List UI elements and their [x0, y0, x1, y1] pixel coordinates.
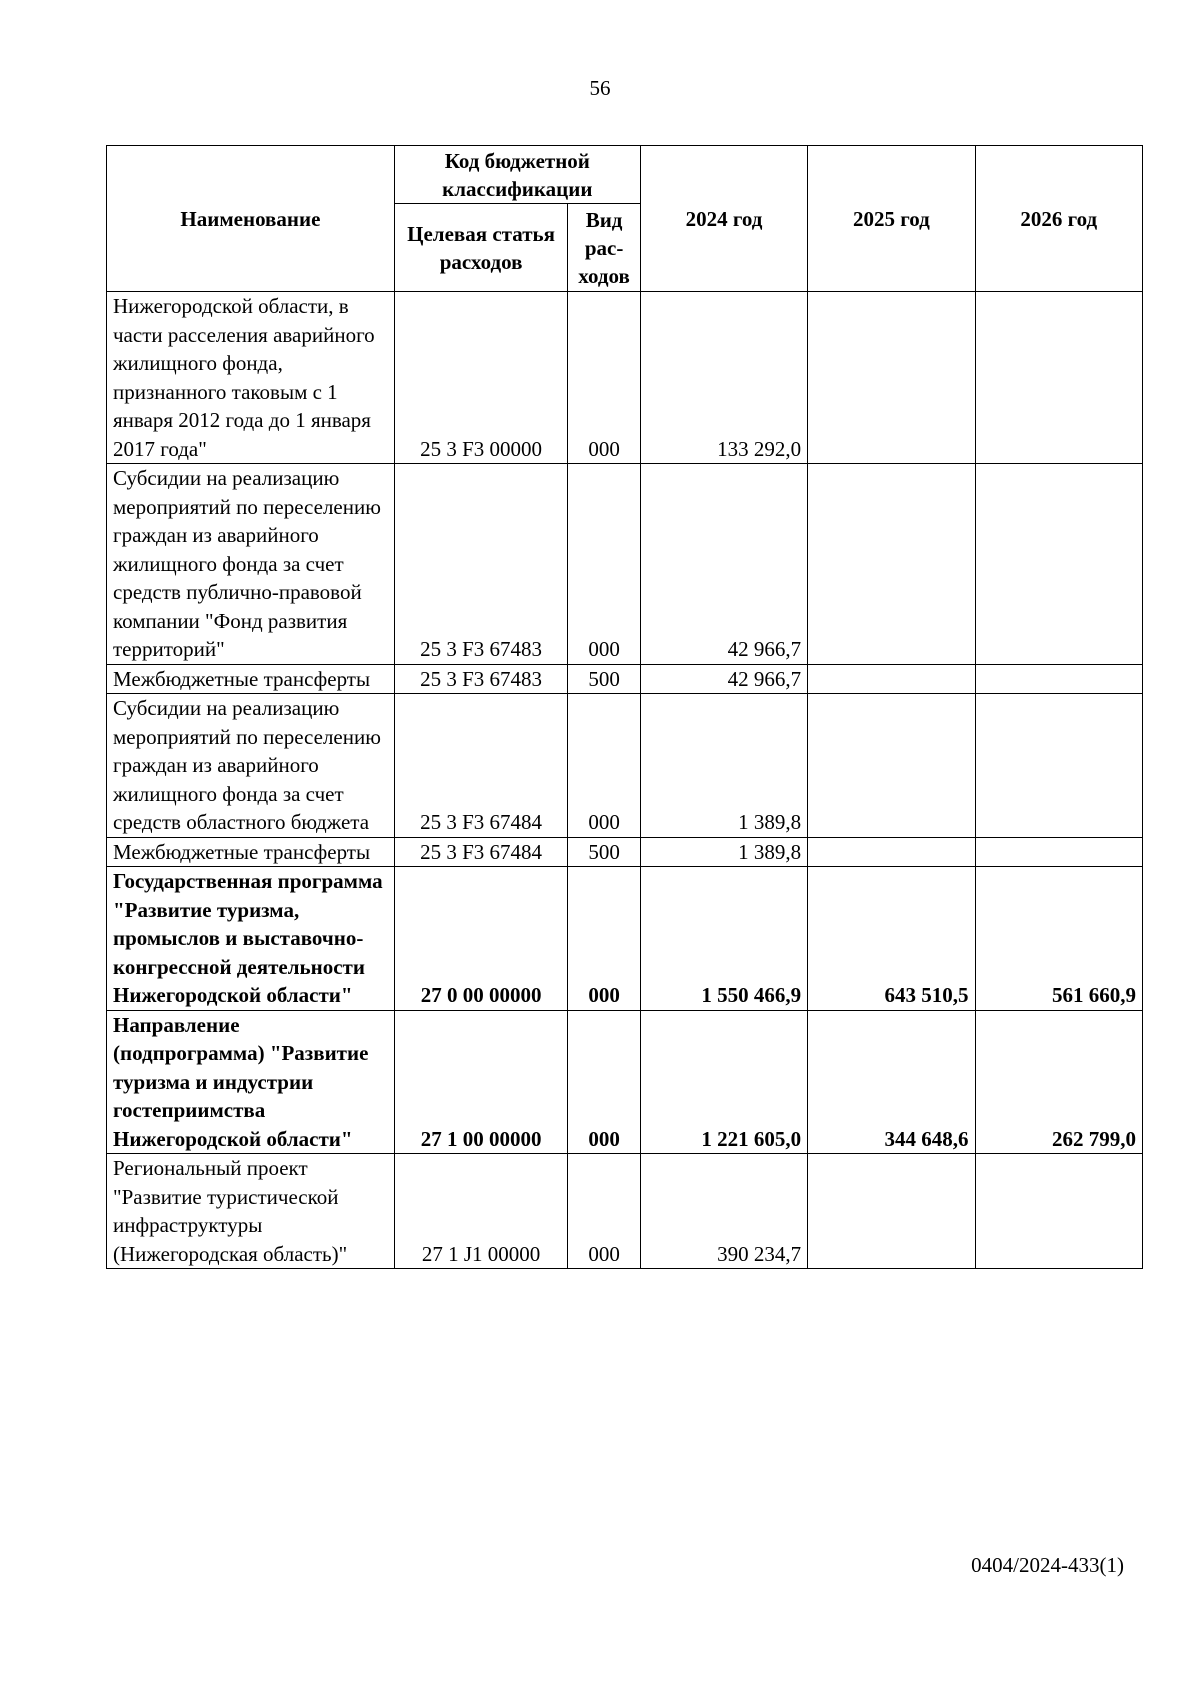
cell-2025: [808, 664, 975, 694]
cell-2025: 344 648,6: [808, 1010, 975, 1154]
cell-expense-type: 000: [568, 1154, 640, 1269]
cell-2025: [808, 1154, 975, 1269]
document-id: 0404/2024-433(1): [971, 1553, 1124, 1577]
header-bcc-group: Код бюджетной классификации: [394, 146, 640, 204]
cell-name: Межбюджетные трансферты: [107, 664, 395, 694]
cell-2026: [975, 694, 1142, 838]
cell-target-article: 27 1 J1 00000: [394, 1154, 568, 1269]
cell-target-article: 27 1 00 00000: [394, 1010, 568, 1154]
header-target-article: Целевая статья расходов: [394, 204, 568, 292]
cell-target-article: 25 3 F3 00000: [394, 292, 568, 464]
table-row: [107, 867, 1143, 1011]
cell-2024: 1 389,8: [640, 694, 807, 838]
cell-2024: 1 221 605,0: [640, 1010, 807, 1154]
cell-expense-type: 000: [568, 464, 640, 665]
cell-2026: [975, 1154, 1142, 1269]
cell-name: Региональный проект "Развитие туристической инфраструктуры (Нижегородская область)": [107, 1154, 395, 1269]
cell-expense-type: 000: [568, 1010, 640, 1154]
cell-target-article: 25 3 F3 67483: [394, 664, 568, 694]
cell-name: Субсидии на реализацию мероприятий по переселению граждан из аварийного жилищного фонда за счет средств областного бюджета: [107, 694, 395, 838]
cell-2024: 42 966,7: [640, 664, 807, 694]
table-row: [107, 292, 1143, 464]
cell-2026: [975, 464, 1142, 665]
header-expense-type: Вид рас-ходов: [568, 204, 640, 292]
cell-2024: 1 550 466,9: [640, 867, 807, 1011]
table-row: [107, 837, 1143, 867]
cell-2024: 42 966,7: [640, 464, 807, 665]
table-row: [107, 1010, 1143, 1154]
header-year-2025: 2025 год: [808, 146, 975, 292]
cell-2024: 1 389,8: [640, 837, 807, 867]
cell-expense-type: 500: [568, 664, 640, 694]
cell-target-article: 25 3 F3 67484: [394, 837, 568, 867]
header-year-2026: 2026 год: [975, 146, 1142, 292]
cell-2026: [975, 837, 1142, 867]
cell-2025: [808, 292, 975, 464]
cell-expense-type: 000: [568, 292, 640, 464]
cell-name: Нижегородской области, в части расселения аварийного жилищного фонда, признанного таковым с 1 января 2012 года до 1 января 2017 года": [107, 292, 395, 464]
cell-target-article: 27 0 00 00000: [394, 867, 568, 1011]
cell-2026: 262 799,0: [975, 1010, 1142, 1154]
cell-2024: 390 234,7: [640, 1154, 807, 1269]
table-body: [107, 292, 1143, 1269]
cell-name: Межбюджетные трансферты: [107, 837, 395, 867]
header-year-2024: 2024 год: [640, 146, 807, 292]
cell-name: Направление (подпрограмма) "Развитие туризма и индустрии гостеприимства Нижегородской области": [107, 1010, 395, 1154]
header-name: Наименование: [107, 146, 395, 292]
cell-expense-type: 000: [568, 694, 640, 838]
cell-2025: 643 510,5: [808, 867, 975, 1011]
table-row: [107, 1154, 1143, 1269]
cell-2026: 561 660,9: [975, 867, 1142, 1011]
cell-name: Государственная программа "Развитие туризма, промыслов и выставочно-конгрессной деятельности Нижегородской области": [107, 867, 395, 1011]
table-row: [107, 694, 1143, 838]
budget-table: [106, 145, 1143, 1269]
page-number: 56: [589, 76, 611, 100]
cell-target-article: 25 3 F3 67484: [394, 694, 568, 838]
cell-expense-type: 000: [568, 867, 640, 1011]
cell-2026: [975, 292, 1142, 464]
cell-2025: [808, 694, 975, 838]
cell-2026: [975, 664, 1142, 694]
table-row: [107, 664, 1143, 694]
cell-expense-type: 500: [568, 837, 640, 867]
cell-2025: [808, 837, 975, 867]
cell-2025: [808, 464, 975, 665]
table-row: [107, 464, 1143, 665]
cell-target-article: 25 3 F3 67483: [394, 464, 568, 665]
cell-2024: 133 292,0: [640, 292, 807, 464]
table-header: [107, 146, 1143, 292]
cell-name: Субсидии на реализацию мероприятий по переселению граждан из аварийного жилищного фонда за счет средств публично-правовой компании "Фонд развития территорий": [107, 464, 395, 665]
